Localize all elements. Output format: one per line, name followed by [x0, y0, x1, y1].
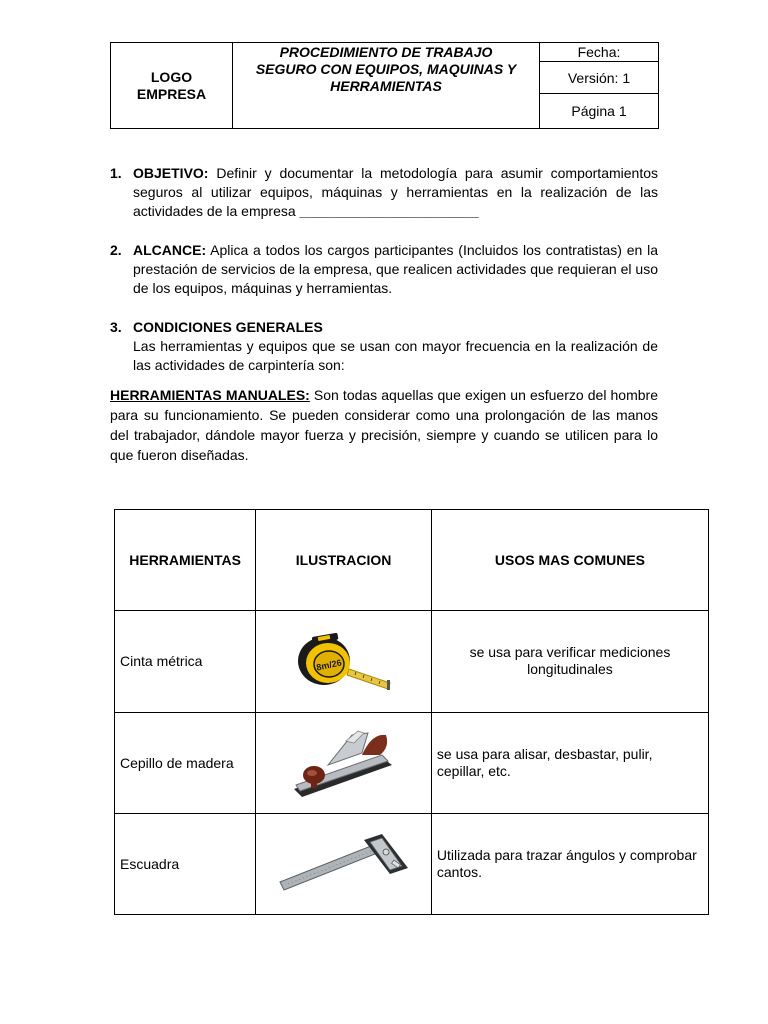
tool-illustration [256, 611, 432, 712]
title-line-3: HERRAMIENTAS [330, 78, 442, 94]
section-number: 3. [110, 319, 122, 335]
section-objetivo [110, 164, 658, 221]
section-body [133, 164, 658, 221]
manual-tools-paragraph [110, 385, 658, 465]
column-header: HERRAMIENTAS [115, 510, 256, 611]
tool-use: se usa para alisar, desbastar, pulir, cepillar, etc. [431, 712, 708, 813]
section-body [133, 241, 658, 298]
section-heading: OBJETIVO: [133, 165, 209, 181]
section-text: Definir y documentar la metodología para asumir comportamientos seguros al utilizar equipos, máquinas y herramientas en la realización de las actividades de la empresa [133, 165, 658, 219]
square-ruler-icon [278, 832, 410, 896]
wood-plane-icon [288, 725, 400, 801]
manual-tools-heading: HERRAMIENTAS MANUALES: [110, 387, 310, 403]
tool-use: se usa para verificar mediciones longitudinales [431, 611, 708, 712]
section-heading: CONDICIONES GENERALES [133, 319, 323, 335]
table-header-row [115, 510, 709, 611]
section-number: 2. [110, 242, 122, 258]
column-header: ILUSTRACION [256, 510, 432, 611]
section-body [133, 318, 658, 375]
manual-tools-text: Son todas aquellas que exigen un esfuerzo del hombre para su funcionamiento. Se pueden considerar como una prolongación de las manos del trabajador, dándole mayor fuerza y precisión, siempre y cuando se utilicen para lo que fueron diseñadas. [110, 387, 658, 463]
section-alcance [110, 241, 658, 298]
table-row [115, 611, 709, 712]
logo-line-2: EMPRESA [136, 85, 207, 102]
tool-use: Utilizada para trazar ángulos y comprobar cantos. [431, 813, 708, 914]
svg-text:8m/26: 8m/26 [315, 657, 343, 673]
table-row [115, 813, 709, 914]
section-text: Las herramientas y equipos que se usan con mayor frecuencia en la realización de las actividades de carpintería son: [133, 338, 658, 373]
tool-name: Cepillo de madera [115, 712, 256, 813]
logo-placeholder [111, 43, 233, 128]
fecha-field: Fecha: [540, 43, 658, 62]
tape-measure-icon [294, 625, 394, 697]
tool-illustration [256, 813, 432, 914]
tool-illustration [256, 712, 432, 813]
section-heading: ALCANCE: [133, 242, 207, 258]
tools-table [114, 509, 709, 915]
pagina-field: Página 1 [571, 103, 627, 119]
document-meta [540, 43, 658, 128]
version-field: Versión: 1 [540, 62, 658, 94]
document-header [110, 42, 659, 129]
tool-name: Cinta métrica [115, 611, 256, 712]
section-condiciones [110, 318, 658, 375]
logo-line-1: LOGO [150, 68, 193, 85]
section-number: 1. [110, 165, 122, 181]
table-row [115, 712, 709, 813]
title-line-1: PROCEDIMIENTO DE TRABAJO [279, 44, 493, 60]
document-title [233, 43, 540, 128]
section-text: Aplica a todos los cargos participantes (Incluidos los contratistas) en la prestación de servicios de la empresa, que realicen actividades que requieran el uso de los equipos, máquinas y herramientas. [133, 242, 658, 296]
blank-line: _______________________ [299, 203, 479, 219]
title-line-2: SEGURO CON EQUIPOS, MAQUINAS Y [255, 61, 517, 77]
column-header: USOS MAS COMUNES [431, 510, 708, 611]
tool-name: Escuadra [115, 813, 256, 914]
